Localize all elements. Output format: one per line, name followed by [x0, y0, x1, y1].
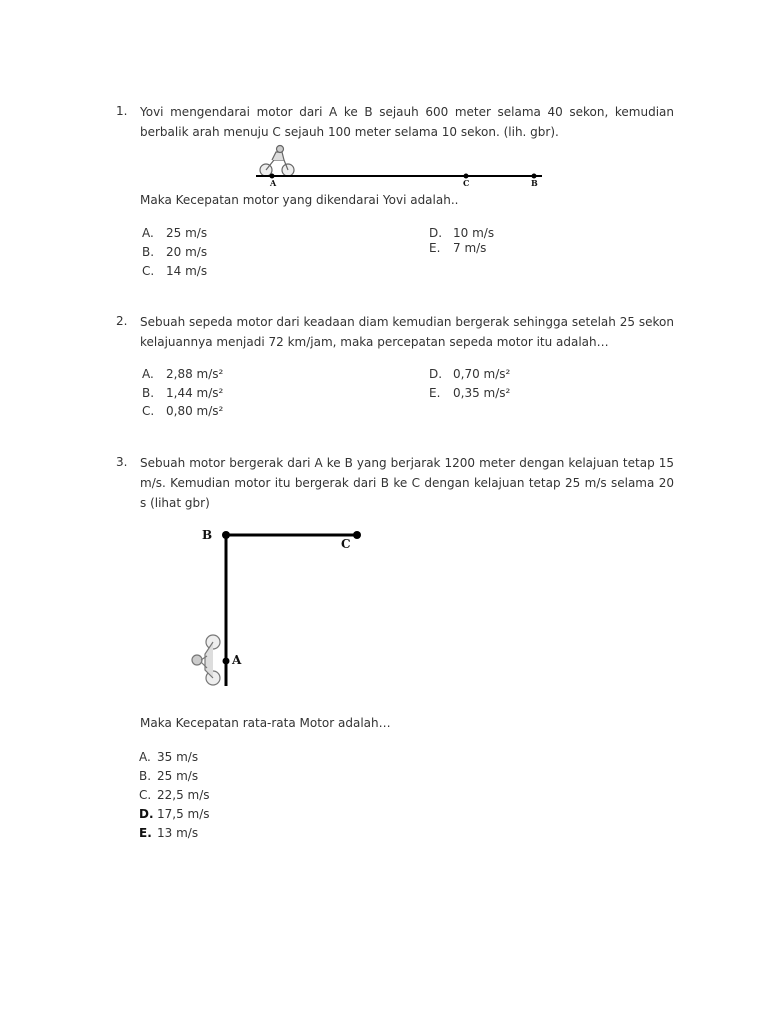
option-text: 7 m/s [453, 241, 487, 255]
q3-option-d[interactable] [139, 807, 210, 821]
option-label: B. [142, 386, 155, 400]
q2-option-c[interactable] [142, 404, 223, 418]
option-text: 25 m/s [157, 769, 199, 783]
label-c: C [463, 178, 470, 188]
option-label: C. [142, 264, 155, 278]
point-c [353, 531, 361, 539]
option-text: 2,88 m/s² [166, 367, 224, 381]
q2-option-d[interactable] [429, 367, 510, 381]
q1-option-c[interactable] [142, 264, 207, 278]
option-text: 0,80 m/s² [166, 404, 224, 418]
question-2-number: 2. [116, 314, 128, 328]
option-text: 20 m/s [166, 245, 208, 259]
option-label: A. [142, 226, 154, 240]
q1-option-a[interactable] [142, 226, 207, 240]
question-3-number: 3. [116, 455, 128, 469]
question-1-text: Yovi mengendarai motor dari A ke B sejauh 600 meter selama 40 sekon, kemudian berbalik arah menuju C sejauh 100 meter selama 10 sekon. (lih. gbr). [140, 105, 674, 139]
option-label: C. [139, 788, 152, 802]
option-label: A. [142, 367, 154, 381]
option-text: 35 m/s [157, 750, 199, 764]
option-label: E. [429, 241, 441, 255]
question-3-text: Sebuah motor bergerak dari A ke B yang berjarak 1200 meter dengan kelajuan tetap 15 m/s. Kemudian motor itu bergerak dari B ke C dengan kelajuan tetap 25 m/s selama 20 s (lihat gbr) [140, 456, 674, 510]
option-label: E. [429, 386, 441, 400]
option-text: 0,35 m/s² [453, 386, 511, 400]
motorcycle-icon [260, 146, 294, 177]
motorcycle-icon [192, 635, 220, 685]
label-c: C [341, 537, 351, 551]
option-text: 22,5 m/s [157, 788, 210, 802]
option-label: B. [142, 245, 155, 259]
label-b: B [531, 178, 538, 188]
point-a [223, 658, 230, 665]
option-label: D. [429, 367, 443, 381]
q3-option-a[interactable] [139, 750, 198, 764]
question-2-text: Sebuah sepeda motor dari keadaan diam kemudian bergerak sehingga setelah 25 sekon kelajuannya menjadi 72 km/jam, maka percepatan sepeda motor itu adalah… [140, 315, 674, 349]
q1-option-d[interactable] [429, 226, 494, 240]
option-label: C. [142, 404, 155, 418]
option-text: 10 m/s [453, 226, 495, 240]
option-text: 1,44 m/s² [166, 386, 224, 400]
label-b: B [202, 528, 213, 542]
option-text: 25 m/s [166, 226, 208, 240]
q3-option-b[interactable] [139, 769, 198, 783]
option-text: 14 m/s [166, 264, 208, 278]
question-3-prompt: Maka Kecepatan rata-rata Motor adalah… [140, 716, 391, 730]
question-1-prompt: Maka Kecepatan motor yang dikendarai Yovi adalah.. [140, 193, 459, 207]
q2-option-b[interactable] [142, 386, 223, 400]
question-1-diagram [250, 142, 550, 192]
point-b [222, 531, 230, 539]
label-a: A [270, 178, 277, 188]
option-label: D. [429, 226, 443, 240]
option-text: 0,70 m/s² [453, 367, 511, 381]
q2-option-a[interactable] [142, 367, 223, 381]
option-label: A. [139, 750, 151, 764]
q3-option-e[interactable] [139, 826, 198, 840]
question-1-number: 1. [116, 104, 128, 118]
label-a: A [232, 653, 242, 667]
q2-option-e[interactable] [429, 386, 510, 400]
q1-option-e[interactable] [429, 241, 486, 255]
option-label: D. [139, 807, 154, 821]
option-text: 13 m/s [157, 826, 199, 840]
option-label: E. [139, 826, 152, 840]
q3-option-c[interactable] [139, 788, 210, 802]
option-text: 17,5 m/s [157, 807, 210, 821]
option-label: B. [139, 769, 152, 783]
q1-option-b[interactable] [142, 245, 207, 259]
